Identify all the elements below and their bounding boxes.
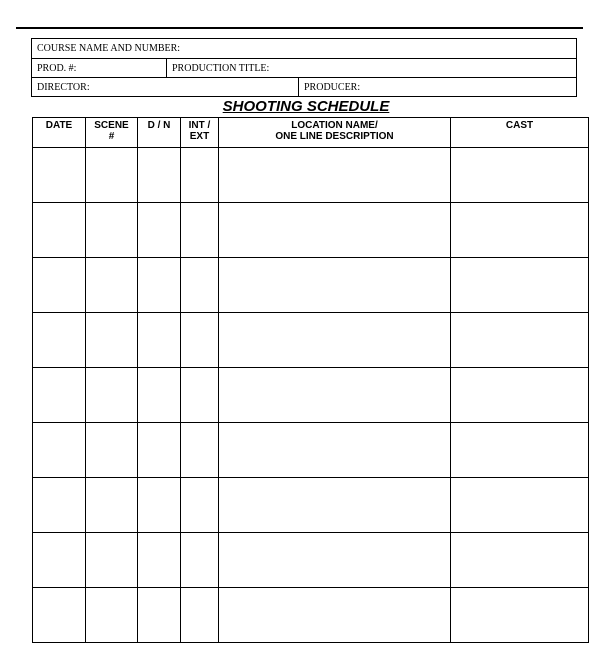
cell-int-ext[interactable] [181, 313, 219, 368]
table-row [33, 423, 589, 478]
column-header-line: DATE [45, 120, 73, 131]
cell-location[interactable] [219, 533, 451, 588]
cell-location[interactable] [219, 368, 451, 423]
cell-date[interactable] [33, 148, 86, 203]
column-header-scene [86, 118, 138, 148]
cell-int-ext[interactable] [181, 258, 219, 313]
cell-int-ext[interactable] [181, 203, 219, 258]
cell-date[interactable] [33, 258, 86, 313]
table-row [33, 258, 589, 313]
cell-cast[interactable] [451, 368, 589, 423]
page-title: SHOOTING SCHEDULE [222, 98, 390, 115]
column-header-day-night [138, 118, 181, 148]
column-header-line: D / N [147, 120, 171, 131]
cell-cast[interactable] [451, 148, 589, 203]
column-header-line: # [108, 131, 115, 142]
cell-day-night[interactable] [138, 313, 181, 368]
cell-int-ext[interactable] [181, 478, 219, 533]
column-header-line: INT / [188, 120, 211, 131]
top-rule [16, 27, 583, 29]
producer-field[interactable] [299, 78, 577, 97]
cell-day-night[interactable] [138, 368, 181, 423]
cell-day-night[interactable] [138, 258, 181, 313]
column-header-line: LOCATION NAME/ [291, 120, 378, 131]
cell-location[interactable] [219, 588, 451, 643]
cell-location[interactable] [219, 148, 451, 203]
cell-cast[interactable] [451, 478, 589, 533]
column-header-date [33, 118, 86, 148]
cell-scene[interactable] [86, 148, 138, 203]
cell-location[interactable] [219, 423, 451, 478]
cell-int-ext[interactable] [181, 588, 219, 643]
cell-cast[interactable] [451, 423, 589, 478]
cell-scene[interactable] [86, 588, 138, 643]
cell-cast[interactable] [451, 258, 589, 313]
production-title-label: PRODUCTION TITLE: [172, 62, 270, 74]
table-row [33, 588, 589, 643]
cell-scene[interactable] [86, 423, 138, 478]
cell-scene[interactable] [86, 313, 138, 368]
cell-location[interactable] [219, 203, 451, 258]
table-row [33, 313, 589, 368]
cell-cast[interactable] [451, 588, 589, 643]
cell-scene[interactable] [86, 258, 138, 313]
director-field[interactable] [32, 78, 299, 97]
cell-day-night[interactable] [138, 423, 181, 478]
production-info-table [31, 38, 577, 97]
cell-cast[interactable] [451, 313, 589, 368]
cell-scene[interactable] [86, 533, 138, 588]
cell-day-night[interactable] [138, 148, 181, 203]
column-header-line: EXT [189, 131, 210, 142]
column-header-int-ext [181, 118, 219, 148]
course-name-label: COURSE NAME AND NUMBER: [37, 43, 181, 54]
column-header-location [219, 118, 451, 148]
course-name-field[interactable] [32, 39, 577, 59]
cell-cast[interactable] [451, 533, 589, 588]
table-row [33, 368, 589, 423]
production-title-field[interactable] [167, 59, 577, 78]
cell-day-night[interactable] [138, 588, 181, 643]
table-row [33, 533, 589, 588]
prod-number-field[interactable] [32, 59, 167, 78]
cell-cast[interactable] [451, 203, 589, 258]
cell-location[interactable] [219, 313, 451, 368]
cell-date[interactable] [33, 533, 86, 588]
cell-int-ext[interactable] [181, 368, 219, 423]
shooting-schedule-table [32, 117, 589, 643]
cell-scene[interactable] [86, 478, 138, 533]
cell-day-night[interactable] [138, 533, 181, 588]
cell-location[interactable] [219, 258, 451, 313]
column-header-line: ONE LINE DESCRIPTION [275, 131, 394, 142]
producer-label: PRODUCER: [304, 81, 361, 93]
cell-scene[interactable] [86, 203, 138, 258]
cell-int-ext[interactable] [181, 423, 219, 478]
cell-day-night[interactable] [138, 478, 181, 533]
column-header-cast [451, 118, 589, 148]
cell-date[interactable] [33, 368, 86, 423]
prod-number-label: PROD. #: [37, 62, 77, 74]
column-header-line: SCENE [94, 120, 129, 131]
cell-date[interactable] [33, 588, 86, 643]
cell-date[interactable] [33, 478, 86, 533]
cell-int-ext[interactable] [181, 148, 219, 203]
column-header-line: CAST [505, 120, 534, 131]
cell-date[interactable] [33, 203, 86, 258]
cell-scene[interactable] [86, 368, 138, 423]
table-row [33, 478, 589, 533]
cell-date[interactable] [33, 313, 86, 368]
cell-location[interactable] [219, 478, 451, 533]
cell-day-night[interactable] [138, 203, 181, 258]
table-row [33, 203, 589, 258]
table-row [33, 148, 589, 203]
director-label: DIRECTOR: [37, 81, 90, 93]
cell-int-ext[interactable] [181, 533, 219, 588]
cell-date[interactable] [33, 423, 86, 478]
